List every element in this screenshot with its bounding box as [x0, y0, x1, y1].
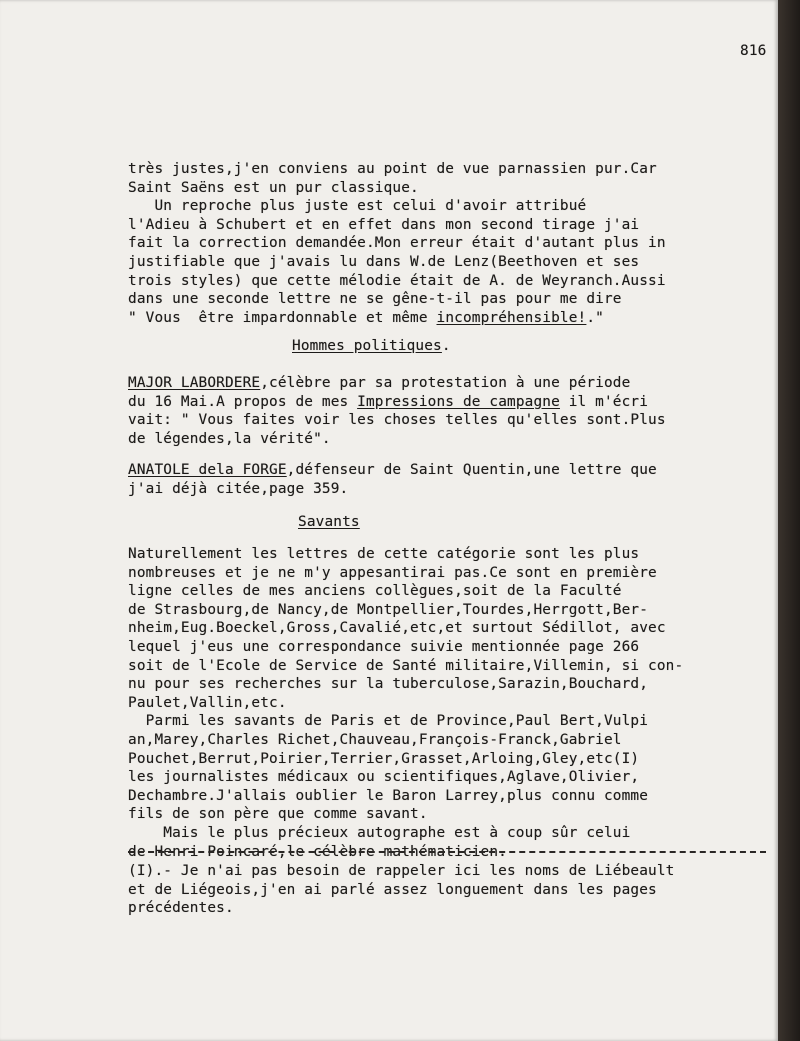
text-line: Saint Saëns est un pur classique. — [128, 179, 419, 196]
book-title: Impressions de campagne — [357, 393, 560, 410]
text-line: Parmi les savants de Paris et de Province,Paul Bert,Vulpi — [128, 713, 649, 730]
section-heading-savants — [298, 513, 360, 532]
page-number: 816 — [740, 43, 767, 59]
text-line: lequel j'eus une correspondance suivie mentionnée page 266 — [128, 638, 640, 655]
text-line: nu pour ses recherches sur la tuberculose,Sarazin,Bouchard, — [128, 676, 649, 693]
entry-forge — [128, 461, 657, 498]
text-line: dans une seconde lettre ne se gêne-t-il pas pour me dire — [128, 291, 622, 308]
text-line: très justes,j'en conviens au point de vue parnassien pur.Car — [128, 161, 657, 177]
text-line: nheim,Eug.Boeckel,Gross,Cavalié,etc,et surtout Sédillot, avec — [128, 620, 666, 637]
text-line: précédentes. — [128, 900, 234, 917]
text-line: soit de l'Ecole de Service de Santé militaire,Villemin, si con- — [128, 657, 684, 674]
heading-suffix: . — [441, 338, 451, 354]
text-line: justifiable que j'avais lu dans W.de Lenz(Beethoven et ses — [128, 253, 640, 270]
line-text: du 16 Mai.A propos de mes — [128, 393, 358, 410]
text-line: nombreuses et je ne m'y appesantirai pas.Ce sont en première — [128, 564, 657, 581]
quote-end: ." — [586, 309, 604, 326]
page-edge — [778, 0, 800, 1041]
text-line — [128, 374, 666, 393]
text-line: (I).- Je n'ai pas besoin de rappeler ici les noms de Liébeault — [128, 863, 675, 879]
text-line — [128, 309, 666, 328]
text-line: ligne celles de mes anciens collègues,soit de la Faculté — [128, 583, 622, 600]
text-line: Naturellement les lettres de cette catégorie sont les plus — [128, 546, 640, 562]
text-line: vait: " Vous faites voir les choses telles qu'elles sont.Plus — [128, 412, 666, 429]
text-line — [128, 461, 657, 480]
text-line: trois styles) que cette mélodie était de A. de Weyranch.Aussi — [128, 272, 666, 289]
text-line: les journalistes médicaux ou scientifiques,Aglave,Olivier, — [128, 769, 640, 786]
text-line: an,Marey,Charles Richet,Chauveau,François-Franck,Gabriel — [128, 731, 622, 748]
underlined-word: incompréhensible! — [436, 309, 587, 326]
text-line: Pouchet,Berrut,Poirier,Terrier,Grasset,Arloing,Gley,etc(I) — [128, 750, 640, 767]
heading-text: Savants — [298, 514, 360, 530]
text-line: fait la correction demandée.Mon erreur était d'autant plus in — [128, 235, 666, 252]
person-name: MAJOR LABORDERE — [128, 375, 261, 391]
text-line: de légendes,la vérité". — [128, 430, 331, 447]
line-text: il m'écri — [559, 393, 649, 410]
text-line: j'ai déjà citée,page 359. — [128, 480, 349, 497]
text-line: fils de son père que comme savant. — [128, 806, 428, 823]
text-line: Dechambre.J'allais oublier le Baron Larrey,plus connu comme — [128, 787, 649, 804]
footnote-separator — [128, 851, 766, 853]
person-name: ANATOLE dela FORGE — [128, 462, 287, 478]
section-heading-politiques — [292, 337, 451, 356]
text-line: et de Liégeois,j'en ai parlé assez longuement dans les pages — [128, 881, 657, 898]
paragraph-savants — [128, 545, 683, 861]
text-line: l'Adieu à Schubert et en effet dans mon second tirage j'ai — [128, 216, 640, 233]
entry-labordere — [128, 374, 666, 448]
text-line: de Henri Poincaré,le célèbre mathématicien. — [128, 843, 507, 860]
footnote — [128, 862, 674, 918]
line-text: ,célèbre par sa protestation à une période — [260, 375, 631, 391]
heading-text: Hommes politiques — [292, 338, 442, 354]
text-line — [128, 393, 666, 412]
text-line: Paulet,Vallin,etc. — [128, 694, 287, 711]
text-line: Mais le plus précieux autographe est à coup sûr celui — [128, 824, 631, 841]
text-line: de Strasbourg,de Nancy,de Montpellier,Tourdes,Herrgott,Ber- — [128, 601, 649, 618]
paragraph-intro — [128, 160, 666, 327]
text-line: Un reproche plus juste est celui d'avoir attribué — [128, 198, 587, 215]
quote-start: " Vous être impardonnable et même — [128, 309, 437, 326]
line-text: ,défenseur de Saint Quentin,une lettre que — [286, 462, 657, 478]
